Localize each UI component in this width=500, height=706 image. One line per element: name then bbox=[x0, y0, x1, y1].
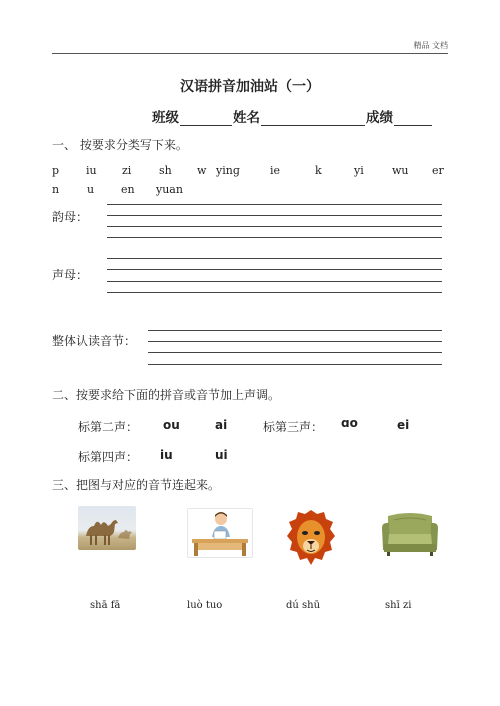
pinyin-item: yi bbox=[354, 164, 364, 177]
writing-line[interactable] bbox=[107, 226, 442, 227]
page-header-text: 精品 文档 bbox=[413, 41, 448, 50]
tone3-item: ei bbox=[397, 418, 410, 432]
camel-icon bbox=[78, 506, 136, 550]
writing-line[interactable] bbox=[148, 341, 442, 342]
pinyin-item: k bbox=[315, 164, 322, 177]
pinyin-item: sh bbox=[159, 164, 172, 177]
tone2-item: ou bbox=[163, 418, 180, 432]
pinyin-item: w bbox=[197, 164, 207, 177]
section-2-heading: 二、按要求给下面的拼音或音节加上声调。 bbox=[52, 388, 281, 402]
zhengti-label: 整体认读音节： bbox=[52, 334, 137, 348]
tone2-item: ai bbox=[215, 418, 228, 432]
worksheet-title: 汉语拼音加油站（一） bbox=[180, 79, 320, 95]
caption-sha-fa: shā fā bbox=[90, 600, 121, 611]
reading-boy-icon bbox=[188, 509, 252, 557]
caption-luo-tuo: luò tuo bbox=[187, 600, 223, 611]
writing-line[interactable] bbox=[107, 258, 442, 259]
class-label: 班级 bbox=[152, 110, 179, 126]
header-divider bbox=[52, 53, 448, 54]
score-blank[interactable] bbox=[394, 111, 432, 126]
tone4-item: ui bbox=[215, 448, 228, 462]
name-blank[interactable] bbox=[261, 111, 365, 126]
tone2-label: 标第二声： bbox=[78, 420, 139, 434]
pinyin-item: p bbox=[52, 164, 60, 177]
writing-line[interactable] bbox=[107, 292, 442, 293]
pinyin-item: en bbox=[121, 183, 135, 196]
class-blank[interactable] bbox=[180, 111, 232, 126]
sofa-picture[interactable] bbox=[380, 510, 440, 558]
pinyin-item: er bbox=[432, 164, 444, 177]
lion-picture[interactable] bbox=[286, 508, 336, 566]
caption-shi-zi: shī zi bbox=[385, 600, 412, 611]
lion-icon bbox=[286, 508, 336, 566]
reading-boy-picture[interactable] bbox=[187, 508, 253, 558]
writing-line[interactable] bbox=[148, 364, 442, 365]
pinyin-item: yuan bbox=[156, 183, 183, 196]
writing-line[interactable] bbox=[107, 204, 442, 205]
sofa-icon bbox=[380, 510, 440, 558]
tone3-label: 标第三声： bbox=[263, 420, 324, 434]
writing-line[interactable] bbox=[148, 330, 442, 331]
tone4-item: iu bbox=[160, 448, 173, 462]
pinyin-item: n bbox=[52, 183, 60, 196]
pinyin-item: ie bbox=[270, 164, 281, 177]
shengmu-label: 声母： bbox=[52, 268, 89, 282]
tone4-label: 标第四声： bbox=[78, 450, 139, 464]
writing-line[interactable] bbox=[148, 352, 442, 353]
section-1-heading: 一、 按要求分类写下来。 bbox=[52, 138, 188, 152]
pinyin-row-2 bbox=[52, 183, 252, 197]
pinyin-item: yinɡ bbox=[216, 164, 240, 177]
student-info-line bbox=[152, 106, 433, 126]
camel-picture[interactable] bbox=[78, 506, 136, 550]
pinyin-item: iu bbox=[86, 164, 97, 177]
section-3-heading: 三、把图与对应的音节连起来。 bbox=[52, 478, 221, 492]
writing-line[interactable] bbox=[107, 269, 442, 270]
writing-line[interactable] bbox=[107, 237, 442, 238]
pinyin-row-1 bbox=[52, 164, 444, 178]
pinyin-item: u bbox=[87, 183, 95, 196]
yunmu-label: 韵母： bbox=[52, 210, 89, 224]
writing-line[interactable] bbox=[107, 281, 442, 282]
pinyin-item: zi bbox=[122, 164, 132, 177]
pinyin-item: wu bbox=[392, 164, 409, 177]
writing-line[interactable] bbox=[107, 215, 442, 216]
caption-du-shu: dú shū bbox=[286, 600, 321, 611]
tone3-item: ɑo bbox=[341, 416, 358, 430]
name-label: 姓名 bbox=[233, 110, 260, 126]
score-label: 成绩 bbox=[366, 110, 393, 126]
